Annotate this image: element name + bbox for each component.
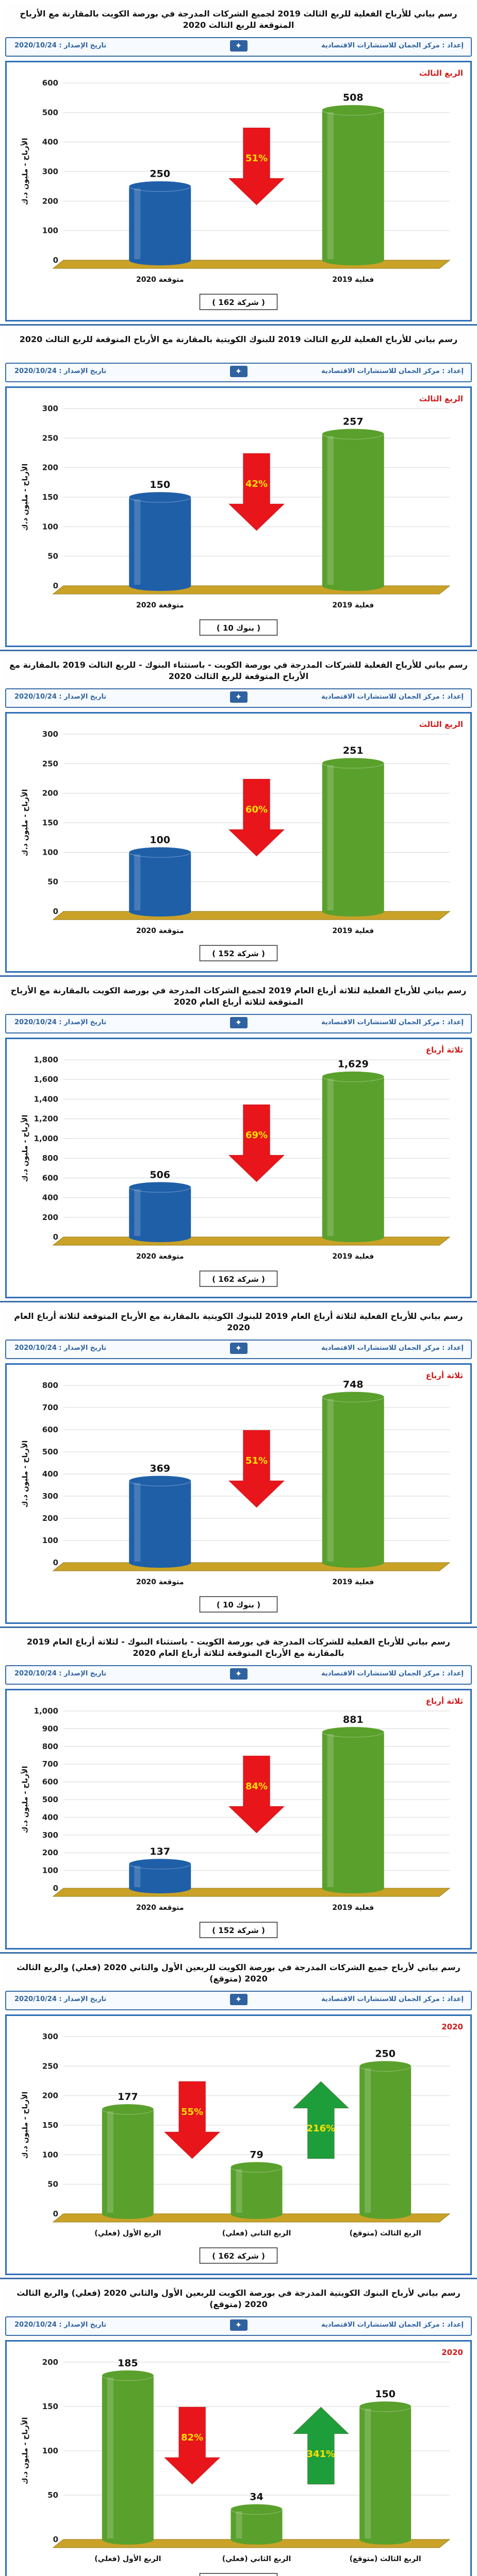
y-tick-label: 1,000	[34, 1133, 58, 1143]
bar-chart-p7	[7, 2016, 470, 2270]
bar-2	[322, 1392, 384, 1568]
y-tick-label: 0	[53, 1558, 58, 1567]
category-label: الربع الأول (فعلي)	[94, 2555, 161, 2563]
bar-2	[322, 758, 384, 917]
bar-1	[129, 847, 191, 917]
category-label: الربع الثالث (متوقع)	[349, 2229, 421, 2238]
panel-separator	[0, 975, 477, 977]
y-tick-label: 700	[42, 1403, 58, 1412]
al-joman-logo-icon: ✦	[230, 1017, 248, 1028]
bar-highlight	[134, 1189, 140, 1236]
bar-chart-p5	[7, 1365, 470, 1619]
chart-frame	[5, 1363, 472, 1624]
change-percent-label: 51%	[245, 153, 268, 164]
y-tick-label: 500	[42, 108, 58, 117]
y-tick-label: 50	[47, 2179, 58, 2189]
y-tick-label: 200	[42, 788, 58, 798]
chart-frame	[5, 61, 472, 321]
chart-panel-p2	[2, 329, 475, 648]
value-label: 79	[250, 2149, 264, 2161]
source-bar	[5, 37, 472, 57]
category-label: الربع الثالث (متوقع)	[349, 2555, 421, 2563]
y-tick-label: 800	[42, 1154, 58, 1163]
y-axis-label: الأرباح - مليون د.ك	[21, 1766, 29, 1834]
down-arrow-icon	[165, 2081, 220, 2159]
change-percent-label: 82%	[181, 2432, 204, 2443]
y-tick-label: 150	[42, 493, 58, 502]
bar-1	[129, 1182, 191, 1242]
al-joman-logo-icon: ✦	[230, 366, 248, 377]
chart-frame	[5, 1689, 472, 1950]
bar-chart-p4	[7, 1039, 470, 1294]
category-label: الربع الثاني (فعلي)	[222, 2229, 291, 2238]
down-arrow-icon	[229, 779, 285, 856]
issue-date: تاريخ الإصدار : 2020/10/24	[14, 1019, 107, 1026]
category-label: 2020 متوقعة	[136, 1904, 184, 1912]
arrow-shape	[293, 2081, 349, 2159]
y-tick-label: 300	[42, 2032, 58, 2041]
y-tick-label: 300	[42, 404, 58, 413]
y-axis-label: الأرباح - مليون د.ك	[21, 2091, 29, 2159]
value-label: 34	[250, 2491, 264, 2503]
panel-title: رسم بياني للأرباح الفعلية للشركات المدرجة في بورصة الكويت - باستثناء البنوك - للربع الثالث 2019 بالمقارنة مع الأرباح المتوقعة للربع الثالث 2020	[9, 660, 468, 681]
prepared-by-label: إعداد : مركز الجمان للاستشارات الاقتصادية	[321, 1995, 464, 2003]
value-label: 185	[117, 2357, 138, 2369]
y-axis-label: الأرباح - مليون د.ك	[21, 789, 29, 857]
issue-date: تاريخ الإصدار : 2020/10/24	[14, 693, 107, 701]
bar-1	[129, 492, 191, 591]
chart-floor	[53, 586, 450, 594]
issue-date-value: 2020/10/24	[14, 1995, 57, 2003]
value-label: 251	[342, 745, 364, 757]
y-tick-label: 0	[53, 2209, 58, 2218]
issue-date-value: 2020/10/24	[14, 42, 57, 49]
bar-highlight	[327, 1399, 334, 1562]
category-label: 2019 فعلية	[332, 1578, 374, 1586]
y-tick-label: 250	[42, 759, 58, 769]
issue-date-value: 2020/10/24	[14, 693, 57, 701]
y-tick-label: 100	[42, 2446, 58, 2455]
issue-date-value: 2020/10/24	[14, 2321, 57, 2329]
panel-title: رسم بياني للأرباح الفعلية للربع الثالث 2019 لجميع الشركات المدرجة في بورصة الكويت بالمقارنة مع الأرباح المتوقعة للربع الثالث 2020	[20, 9, 457, 30]
al-joman-logo-icon: ✦	[230, 1668, 248, 1680]
issue-date-label: تاريخ الإصدار	[64, 1019, 107, 1026]
change-percent-label: 216%	[306, 2123, 336, 2134]
company-count-label: ( 162 شركة )	[212, 298, 265, 307]
bar-1	[129, 181, 191, 265]
down-arrow-icon	[229, 128, 285, 205]
prepared-by-label: إعداد : مركز الجمان للاستشارات الاقتصادية	[321, 1019, 464, 1026]
bar-highlight	[327, 765, 334, 910]
issue-date-label: تاريخ الإصدار	[64, 1995, 107, 2003]
panel-separator	[0, 324, 477, 326]
source-bar	[5, 1340, 472, 1359]
y-tick-label: 400	[42, 1812, 58, 1822]
source-bar	[5, 1665, 472, 1685]
issue-date-label: تاريخ الإصدار	[64, 1344, 107, 1352]
bar-highlight	[134, 189, 140, 259]
y-axis-label: الأرباح - مليون د.ك	[21, 138, 29, 206]
chart-frame	[5, 386, 472, 647]
category-label: 2019 فعلية	[332, 1252, 374, 1261]
bar-2	[231, 2162, 283, 2219]
source-bar	[5, 688, 472, 708]
issue-date: تاريخ الإصدار : 2020/10/24	[14, 42, 107, 49]
source-bar	[5, 2316, 472, 2336]
y-tick-label: 200	[42, 1848, 58, 1858]
bar-highlight	[134, 1866, 140, 1887]
y-tick-label: 0	[53, 907, 58, 916]
issue-date-label: تاريخ الإصدار	[64, 2321, 107, 2329]
bar-3	[359, 2061, 411, 2219]
count-box	[200, 2573, 277, 2576]
panel-separator	[0, 1626, 477, 1628]
company-count-label: ( 152 شركة )	[212, 949, 265, 958]
issue-date-label: تاريخ الإصدار	[64, 42, 107, 49]
chart-panel-p7	[2, 1957, 475, 2276]
al-joman-logo-icon: ✦	[230, 2319, 248, 2331]
value-label: 506	[150, 1169, 171, 1181]
y-tick-label: 100	[42, 522, 58, 532]
y-tick-label: 400	[42, 1193, 58, 1202]
company-count-label: ( 10 بنوك )	[216, 1600, 261, 1609]
al-joman-logo-icon: ✦	[230, 691, 248, 703]
chart-frame	[5, 712, 472, 973]
y-tick-label: 0	[53, 1232, 58, 1242]
y-tick-label: 500	[42, 1795, 58, 1804]
chart-floor	[53, 911, 450, 920]
change-percent-label: 42%	[245, 479, 268, 489]
value-label: 508	[342, 92, 364, 104]
prepared-by-label: إعداد : مركز الجمان للاستشارات الاقتصادية	[321, 42, 464, 49]
y-tick-label: 300	[42, 1492, 58, 1501]
period-label: ثلاثة أرباع	[425, 1045, 463, 1055]
y-tick-label: 100	[42, 226, 58, 235]
y-tick-label: 600	[42, 1173, 58, 1183]
bar-2	[322, 429, 384, 591]
bar-highlight	[134, 1483, 140, 1562]
bar-highlight	[134, 854, 140, 910]
up-arrow-icon	[293, 2081, 349, 2159]
y-tick-label: 400	[42, 137, 58, 147]
company-count-label: ( 10 بنوك )	[216, 623, 261, 633]
panel-title: رسم بياني لأرباح البنوك الكويتية المدرجة في بورصة الكويت للربعين الأول والثاني 2020 (فعلي) والربع الثالث 2020 (متوقع)	[17, 2288, 460, 2309]
bar-2	[322, 1072, 384, 1242]
value-label: 250	[375, 2048, 396, 2060]
y-tick-label: 1,400	[34, 1094, 58, 1104]
bar-2	[231, 2504, 283, 2545]
y-tick-label: 500	[42, 1447, 58, 1456]
y-axis-label: الأرباح - مليون د.ك	[21, 2417, 29, 2485]
panel-title: رسم بياني لأرباح جميع الشركات المدرجة في بورصة الكويت للربعين الأول والثاني 2020 (فعلي) والربع الثالث 2020 (متوقع)	[17, 1962, 460, 1984]
y-tick-label: 0	[53, 256, 58, 265]
y-tick-label: 300	[42, 167, 58, 176]
bar-highlight	[327, 436, 334, 585]
issue-date: تاريخ الإصدار : 2020/10/24	[14, 2321, 107, 2329]
panel-separator	[0, 650, 477, 651]
change-percent-label: 60%	[245, 804, 268, 815]
source-bar	[5, 1014, 472, 1033]
al-joman-logo-icon: ✦	[230, 1343, 248, 1354]
chart-panel-p8	[2, 2282, 475, 2576]
bar-chart-p8	[7, 2342, 470, 2576]
category-label: 2020 متوقعة	[136, 601, 184, 609]
change-percent-label: 69%	[245, 1130, 268, 1141]
value-label: 137	[150, 1845, 171, 1857]
category-label: 2020 متوقعة	[136, 927, 184, 935]
value-label: 369	[150, 1463, 171, 1475]
chart-floor	[53, 1237, 450, 1245]
chart-panel-p5	[2, 1306, 475, 1625]
bar-chart-p1	[7, 62, 470, 317]
bar-highlight	[134, 499, 140, 585]
bar-3	[359, 2401, 411, 2545]
chart-frame	[5, 2014, 472, 2275]
company-count-label: ( 162 شركة )	[212, 1275, 265, 1284]
arrow-shape	[229, 1756, 285, 1833]
y-axis-label: الأرباح - مليون د.ك	[21, 1440, 29, 1508]
prepared-by-label: إعداد : مركز الجمان للاستشارات الاقتصادية	[321, 1344, 464, 1352]
chart-frame	[5, 1038, 472, 1298]
category-label: 2020 متوقعة	[136, 276, 184, 284]
y-tick-label: 200	[42, 1212, 58, 1222]
y-tick-label: 200	[42, 196, 58, 206]
down-arrow-icon	[165, 2407, 220, 2484]
bar-chart-p3	[7, 714, 470, 968]
bar-highlight	[107, 2111, 113, 2213]
category-label: 2020 متوقعة	[136, 1252, 184, 1261]
panel-title: رسم بياني للأرباح الفعلية لثلاثة أرباع العام 2019 للبنوك الكويتية بالمقارنة مع الأرباح المتوقعة لثلاثة أرباع العام 2020	[14, 1311, 463, 1332]
arrow-shape	[229, 1105, 285, 1182]
y-tick-label: 150	[42, 2402, 58, 2411]
arrow-shape	[165, 2081, 220, 2159]
arrow-shape	[229, 779, 285, 856]
bar-2	[322, 105, 384, 265]
y-tick-label: 100	[42, 848, 58, 857]
bar-highlight	[365, 2409, 371, 2538]
bar-highlight	[107, 2378, 113, 2538]
bar-highlight	[236, 2169, 242, 2213]
y-tick-label: 600	[42, 1777, 58, 1787]
change-percent-label: 55%	[181, 2107, 204, 2117]
y-tick-label: 600	[42, 78, 58, 88]
panel-title: رسم بياني للأرباح الفعلية للشركات المدرجة في بورصة الكويت - باستثناء البنوك - لثلاثة أرباع العام 2019 بالمقارنة مع الأرباح المتوقعة لثلاثة أرباع العام 2020	[27, 1637, 450, 1658]
y-tick-label: 800	[42, 1741, 58, 1751]
chart-floor	[53, 1563, 450, 1571]
y-tick-label: 900	[42, 1724, 58, 1734]
issue-date-value: 2020/10/24	[14, 367, 57, 375]
y-tick-label: 150	[42, 2121, 58, 2130]
company-count-label: ( 162 شركة )	[212, 2251, 265, 2261]
panel-title: رسم بياني للأرباح الفعلية لثلاثة أرباع العام 2019 لجميع الشركات المدرجة في بورصة الكويت بالمقارنة مع الأرباح المتوقعة لثلاثة أرباع العام 2020	[10, 986, 467, 1007]
chart-frame	[5, 2340, 472, 2576]
company-count-label: ( 152 شركة )	[212, 1926, 265, 1935]
issue-date: تاريخ الإصدار : 2020/10/24	[14, 367, 107, 375]
issue-date-value: 2020/10/24	[14, 1019, 57, 1026]
chart-panel-p3	[2, 654, 475, 974]
category-label: الربع الثاني (فعلي)	[222, 2555, 291, 2563]
y-axis-label: الأرباح - مليون د.ك	[21, 463, 29, 531]
period-label: 2020	[441, 2348, 463, 2357]
category-label: 2019 فعلية	[332, 601, 374, 609]
category-label: 2019 فعلية	[332, 1904, 374, 1912]
y-tick-label: 50	[47, 551, 58, 561]
y-tick-label: 400	[42, 1469, 58, 1479]
value-label: 257	[342, 416, 364, 428]
issue-date-label: تاريخ الإصدار	[64, 1670, 107, 1677]
y-tick-label: 200	[42, 463, 58, 472]
y-tick-label: 250	[42, 433, 58, 443]
bar-chart-p6	[7, 1690, 470, 1945]
bar-1	[102, 2104, 154, 2219]
up-arrow-icon	[293, 2407, 349, 2484]
change-percent-label: 341%	[306, 2449, 336, 2460]
y-tick-label: 100	[42, 1536, 58, 1545]
chart-panel-p6	[2, 1631, 475, 1951]
change-percent-label: 84%	[245, 1781, 268, 1792]
category-label: الربع الأول (فعلي)	[94, 2229, 161, 2238]
prepared-by-label: إعداد : مركز الجمان للاستشارات الاقتصادية	[321, 1670, 464, 1677]
down-arrow-icon	[229, 1105, 285, 1182]
y-tick-label: 0	[53, 581, 58, 590]
y-tick-label: 300	[42, 730, 58, 739]
source-bar	[5, 1991, 472, 2010]
y-tick-label: 200	[42, 1514, 58, 1523]
issue-date-value: 2020/10/24	[14, 1670, 57, 1677]
category-label: 2019 فعلية	[332, 927, 374, 935]
al-joman-logo-icon: ✦	[230, 1994, 248, 2005]
panel-title: رسم بياني للأرباح الفعلية للربع الثالث 2019 للبنوك الكويتية بالمقارنة مع الأرباح المتوقعة للربع الثالث 2020	[19, 334, 458, 344]
y-tick-label: 200	[42, 2358, 58, 2367]
y-tick-label: 0	[53, 1884, 58, 1893]
period-label: الربع الثالث	[419, 69, 463, 78]
y-tick-label: 150	[42, 818, 58, 827]
bar-highlight	[327, 1079, 334, 1236]
chart-panel-p4	[2, 980, 475, 1299]
chart-floor	[53, 260, 450, 268]
period-label: الربع الثالث	[419, 720, 463, 729]
value-label: 881	[342, 1714, 364, 1725]
arrow-shape	[229, 453, 285, 531]
chart-floor	[53, 1888, 450, 1896]
issue-date-label: تاريخ الإصدار	[64, 367, 107, 375]
value-label: 150	[150, 479, 171, 490]
category-label: 2020 متوقعة	[136, 1578, 184, 1586]
arrow-shape	[229, 128, 285, 205]
bar-highlight	[327, 112, 334, 259]
bar-highlight	[365, 2068, 371, 2213]
y-tick-label: 100	[42, 2150, 58, 2160]
panel-separator	[0, 1952, 477, 1954]
prepared-by-label: إعداد : مركز الجمان للاستشارات الاقتصادية	[321, 367, 464, 375]
bar-1	[129, 1476, 191, 1568]
y-tick-label: 100	[42, 1866, 58, 1875]
y-tick-label: 50	[47, 877, 58, 887]
down-arrow-icon	[229, 453, 285, 531]
y-tick-label: 1,600	[34, 1075, 58, 1084]
bar-highlight	[327, 1734, 334, 1887]
period-label: الربع الثالث	[419, 394, 463, 403]
issue-date-value: 2020/10/24	[14, 1344, 57, 1352]
arrow-shape	[165, 2407, 220, 2484]
change-percent-label: 51%	[245, 1455, 268, 1466]
prepared-by-label: إعداد : مركز الجمان للاستشارات الاقتصادية	[321, 693, 464, 701]
chart-panel-p1	[2, 3, 475, 323]
y-tick-label: 800	[42, 1381, 58, 1390]
panel-separator	[0, 2278, 477, 2279]
y-tick-label: 200	[42, 2091, 58, 2100]
y-tick-label: 1,000	[34, 1706, 58, 1716]
bar-1	[102, 2370, 154, 2545]
issue-date: تاريخ الإصدار : 2020/10/24	[14, 1344, 107, 1352]
y-tick-label: 300	[42, 1830, 58, 1840]
bar-chart-p2	[7, 388, 470, 642]
value-label: 1,629	[337, 1058, 369, 1070]
bar-highlight	[236, 2512, 242, 2538]
value-label: 250	[150, 168, 171, 180]
y-tick-label: 1,800	[34, 1055, 58, 1064]
value-label: 177	[117, 2091, 138, 2103]
issue-date: تاريخ الإصدار : 2020/10/24	[14, 1670, 107, 1677]
y-tick-label: 250	[42, 2061, 58, 2071]
issue-date: تاريخ الإصدار : 2020/10/24	[14, 1995, 107, 2003]
period-label: 2020	[441, 2022, 463, 2031]
value-label: 748	[342, 1379, 364, 1391]
prepared-by-label: إعداد : مركز الجمان للاستشارات الاقتصادية	[321, 2321, 464, 2329]
y-tick-label: 50	[47, 2490, 58, 2500]
y-axis-label: الأرباح - مليون د.ك	[21, 1114, 29, 1182]
period-label: ثلاثة أرباع	[425, 1697, 463, 1706]
down-arrow-icon	[229, 1756, 285, 1833]
value-label: 100	[150, 834, 171, 846]
issue-date-label: تاريخ الإصدار	[64, 693, 107, 701]
panel-separator	[0, 1301, 477, 1302]
y-tick-label: 1,200	[34, 1114, 58, 1124]
bar-1	[129, 1859, 191, 1893]
y-tick-label: 600	[42, 1425, 58, 1434]
source-bar	[5, 363, 472, 382]
bar-2	[322, 1727, 384, 1893]
y-tick-label: 700	[42, 1759, 58, 1769]
y-tick-label: 0	[53, 2535, 58, 2544]
arrow-shape	[293, 2407, 349, 2484]
category-label: 2019 فعلية	[332, 276, 374, 284]
period-label: ثلاثة أرباع	[425, 1371, 463, 1380]
al-joman-logo-icon: ✦	[230, 40, 248, 52]
value-label: 150	[375, 2388, 396, 2400]
